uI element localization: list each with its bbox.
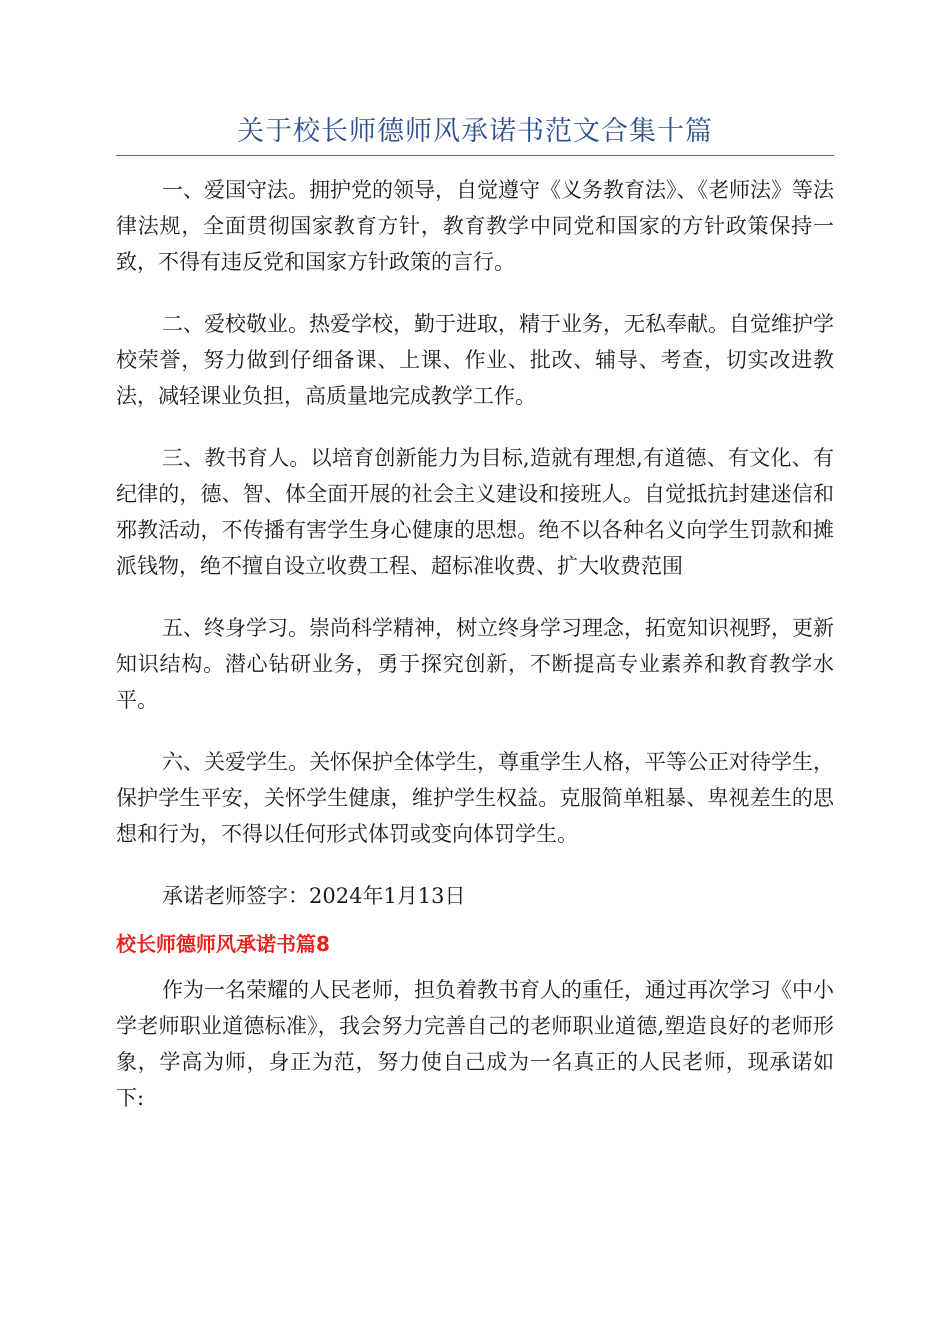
paragraph-teaching: 三、教书育人。以培育创新能力为目标,造就有理想,有道德、有文化、有纪律的，德、智、体全面开展的社会主义建设和接班人。自觉抵抗封建迷信和邪教活动，不传播有害学生身心健康的思想。绝不以各种名义向学生罚款和摊派钱物，绝不擅自设立收费工程、超标准收费、扩大收费范围 bbox=[116, 446, 834, 578]
section-intro-paragraph: 作为一名荣耀的人民老师，担负着教书育人的重任，通过再次学习《中小学老师职业道德标准》，我会努力完善自己的老师职业道德,塑造良好的老师形象，学高为师，身正为范，努力使自己成为一名真正的人民老师，现承诺如下: bbox=[116, 978, 834, 1110]
paragraph-lifelong-learning: 五、终身学习。崇尚科学精神，树立终身学习理念，拓宽知识视野，更新知识结构。潜心钻研业务，勇于探究创新，不断提高专业素养和教育教学水平。 bbox=[116, 616, 834, 712]
paragraph-caring-students: 六、关爱学生。关怀保护全体学生，尊重学生人格，平等公正对待学生，保护学生平安，关怀学生健康，维护学生权益。克服简单粗暴、卑视差生的思想和行为，不得以任何形式体罚或变向体罚学生。 bbox=[116, 750, 834, 846]
title-underline bbox=[116, 155, 834, 156]
section-heading: 校长师德师风承诺书篇8 bbox=[116, 932, 330, 956]
paragraph-dedication: 二、爱校敬业。热爱学校，勤于进取，精于业务，无私奉献。自觉维护学校荣誉，努力做到仔细备课、上课、作业、批改、辅导、考查，切实改进教法，减轻课业负担，高质量地完成教学工作。 bbox=[116, 312, 834, 408]
document-title: 关于校长师德师风承诺书范文合集十篇 bbox=[237, 116, 713, 147]
paragraph-patriotism: 一、爱国守法。拥护党的领导，自觉遵守《义务教育法》、《老师法》等法律法规，全面贯彻国家教育方针，教育教学中同党和国家的方针政策保持一致，不得有违反党和国家方针政策的言行。 bbox=[116, 178, 834, 274]
signature-line: 承诺老师签字：2024年1月13日 bbox=[162, 884, 466, 908]
document-body bbox=[116, 172, 834, 1142]
